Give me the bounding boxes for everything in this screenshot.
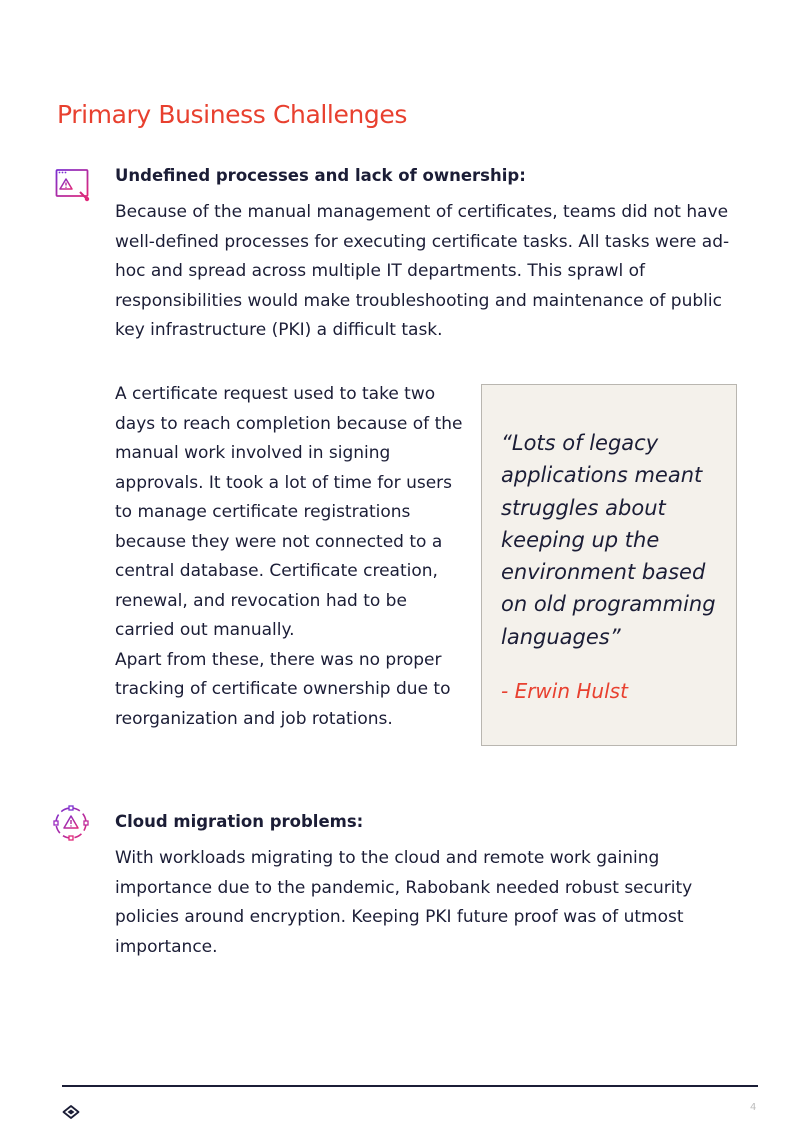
page-number: 4 [750,1102,757,1113]
section-heading-cloud-migration: Cloud migration problems: [115,812,364,831]
quote-box [481,384,737,746]
section-paragraph-cloud-migration: With workloads migrating to the cloud and remote work gaining importance due to the pandemic, Rabobank needed robust security policies around encryption. Keeping PKI future proof was of utmost importance. [115,848,693,957]
footer-divider [62,1085,758,1087]
ownership-tracking-text: Apart from these, there was no proper tracking of certificate ownership due to reorganization and job rotations. [115,649,451,729]
section-paragraph-ownership: Because of the manual management of certificates, teams did not have well-defined processes for executing certificate tasks. All tasks were ad-hoc and spread across multiple IT departments. This sprawl of responsibilities would make troubleshooting and maintenance of public key infrastructure (PKI) a difficult task. [115,202,730,340]
warning-window-icon [55,168,91,202]
section-paragraph-certificate-request [115,380,467,734]
quote-author: - Erwin Hulst [501,679,628,703]
section-heading-ownership: Undefined processes and lack of ownership: [115,166,526,185]
brand-logo-icon [62,1105,80,1124]
certificate-request-text: A certificate request used to take two days to reach completion because of the manual work involved in signing approvals. It took a lot of time for users to manage certificate registrations because they were not connected to a central database. Certificate creation, renewal, and revocation had to be carried out manually. [115,384,463,640]
page-title: Primary Business Challenges [57,100,407,129]
cloud-warning-network-icon [52,804,90,842]
quote-text: “Lots of legacy applications meant struggles about keeping up the environment based on old programming languages” [501,431,716,649]
